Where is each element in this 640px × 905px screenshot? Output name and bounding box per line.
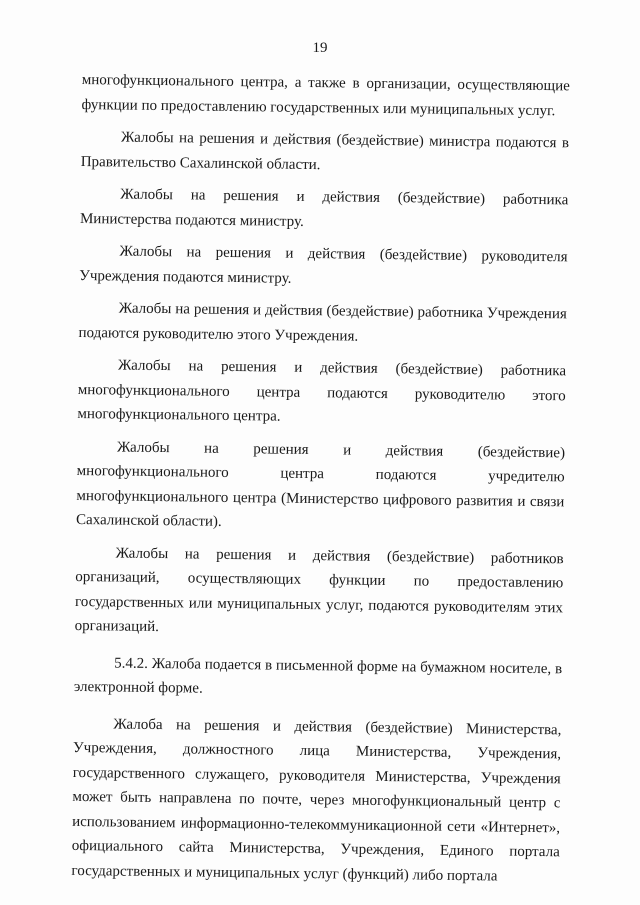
paragraph-organization-employee-complaints: Жалобы на решения и действия (бездействие) работников организаций, осуществляющих функции по предоставлению государственных или муниципальных услуг, подаются руководителям этих организаций. xyxy=(74,544,564,636)
paragraph-institution-head-complaints: Жалобы на решения и действия (бездействие) руководителя Учреждения подаются министру. xyxy=(79,243,568,287)
paragraph-institution-employee-complaints: Жалобы на решения и действия (бездействие) работника Учреждения подаются руководителю этого Учреждения. xyxy=(78,300,567,345)
document-body xyxy=(71,68,570,897)
paragraph-complaint-submission-channels: Жалоба на решения и действия (бездействие) Министерства, Учреждения, должностного лица Министерства, Учреждения, государственного служащего, руководителя Министерства, Учреждения может быть направлена по почте, через многофункциональный центр с использованием информационно-телекоммуникационной сети «Интернет», официального сайта Министерства, Учреждения, Единого портала государственных и муниципальных услуг (функций) либо портала xyxy=(71,715,562,885)
paragraph-mfc-employee-complaints: Жалобы на решения и действия (бездействие) работника многофункционального центра подаются руководителю этого многофункционального центра. xyxy=(77,357,567,425)
paragraph-section-5-4-2: 5.4.2. Жалоба подается в письменной форме на бумажном носителе, в электронной форме. xyxy=(73,654,563,697)
paragraph-ministry-employee-complaints: Жалобы на решения и действия (бездействие) работника Министерства подаются министру. xyxy=(79,186,569,230)
paragraph-mfc-complaints: Жалобы на решения и действия (бездействие) многофункционального центра подаются учредителю многофункционального центра (Министерство цифрового развития и связи Сахалинской области). xyxy=(75,438,566,530)
paragraph-minister-complaints: Жалобы на решения и действия (бездействие) министра подаются в Правительство Сахалинской области. xyxy=(80,129,570,173)
page-number: 19 xyxy=(312,40,328,56)
paragraph-mfc-continuation: многофункционального центра, а также в организации, осуществляющие функции по предоставлению государственных или муниципальных услуг. xyxy=(81,71,570,119)
